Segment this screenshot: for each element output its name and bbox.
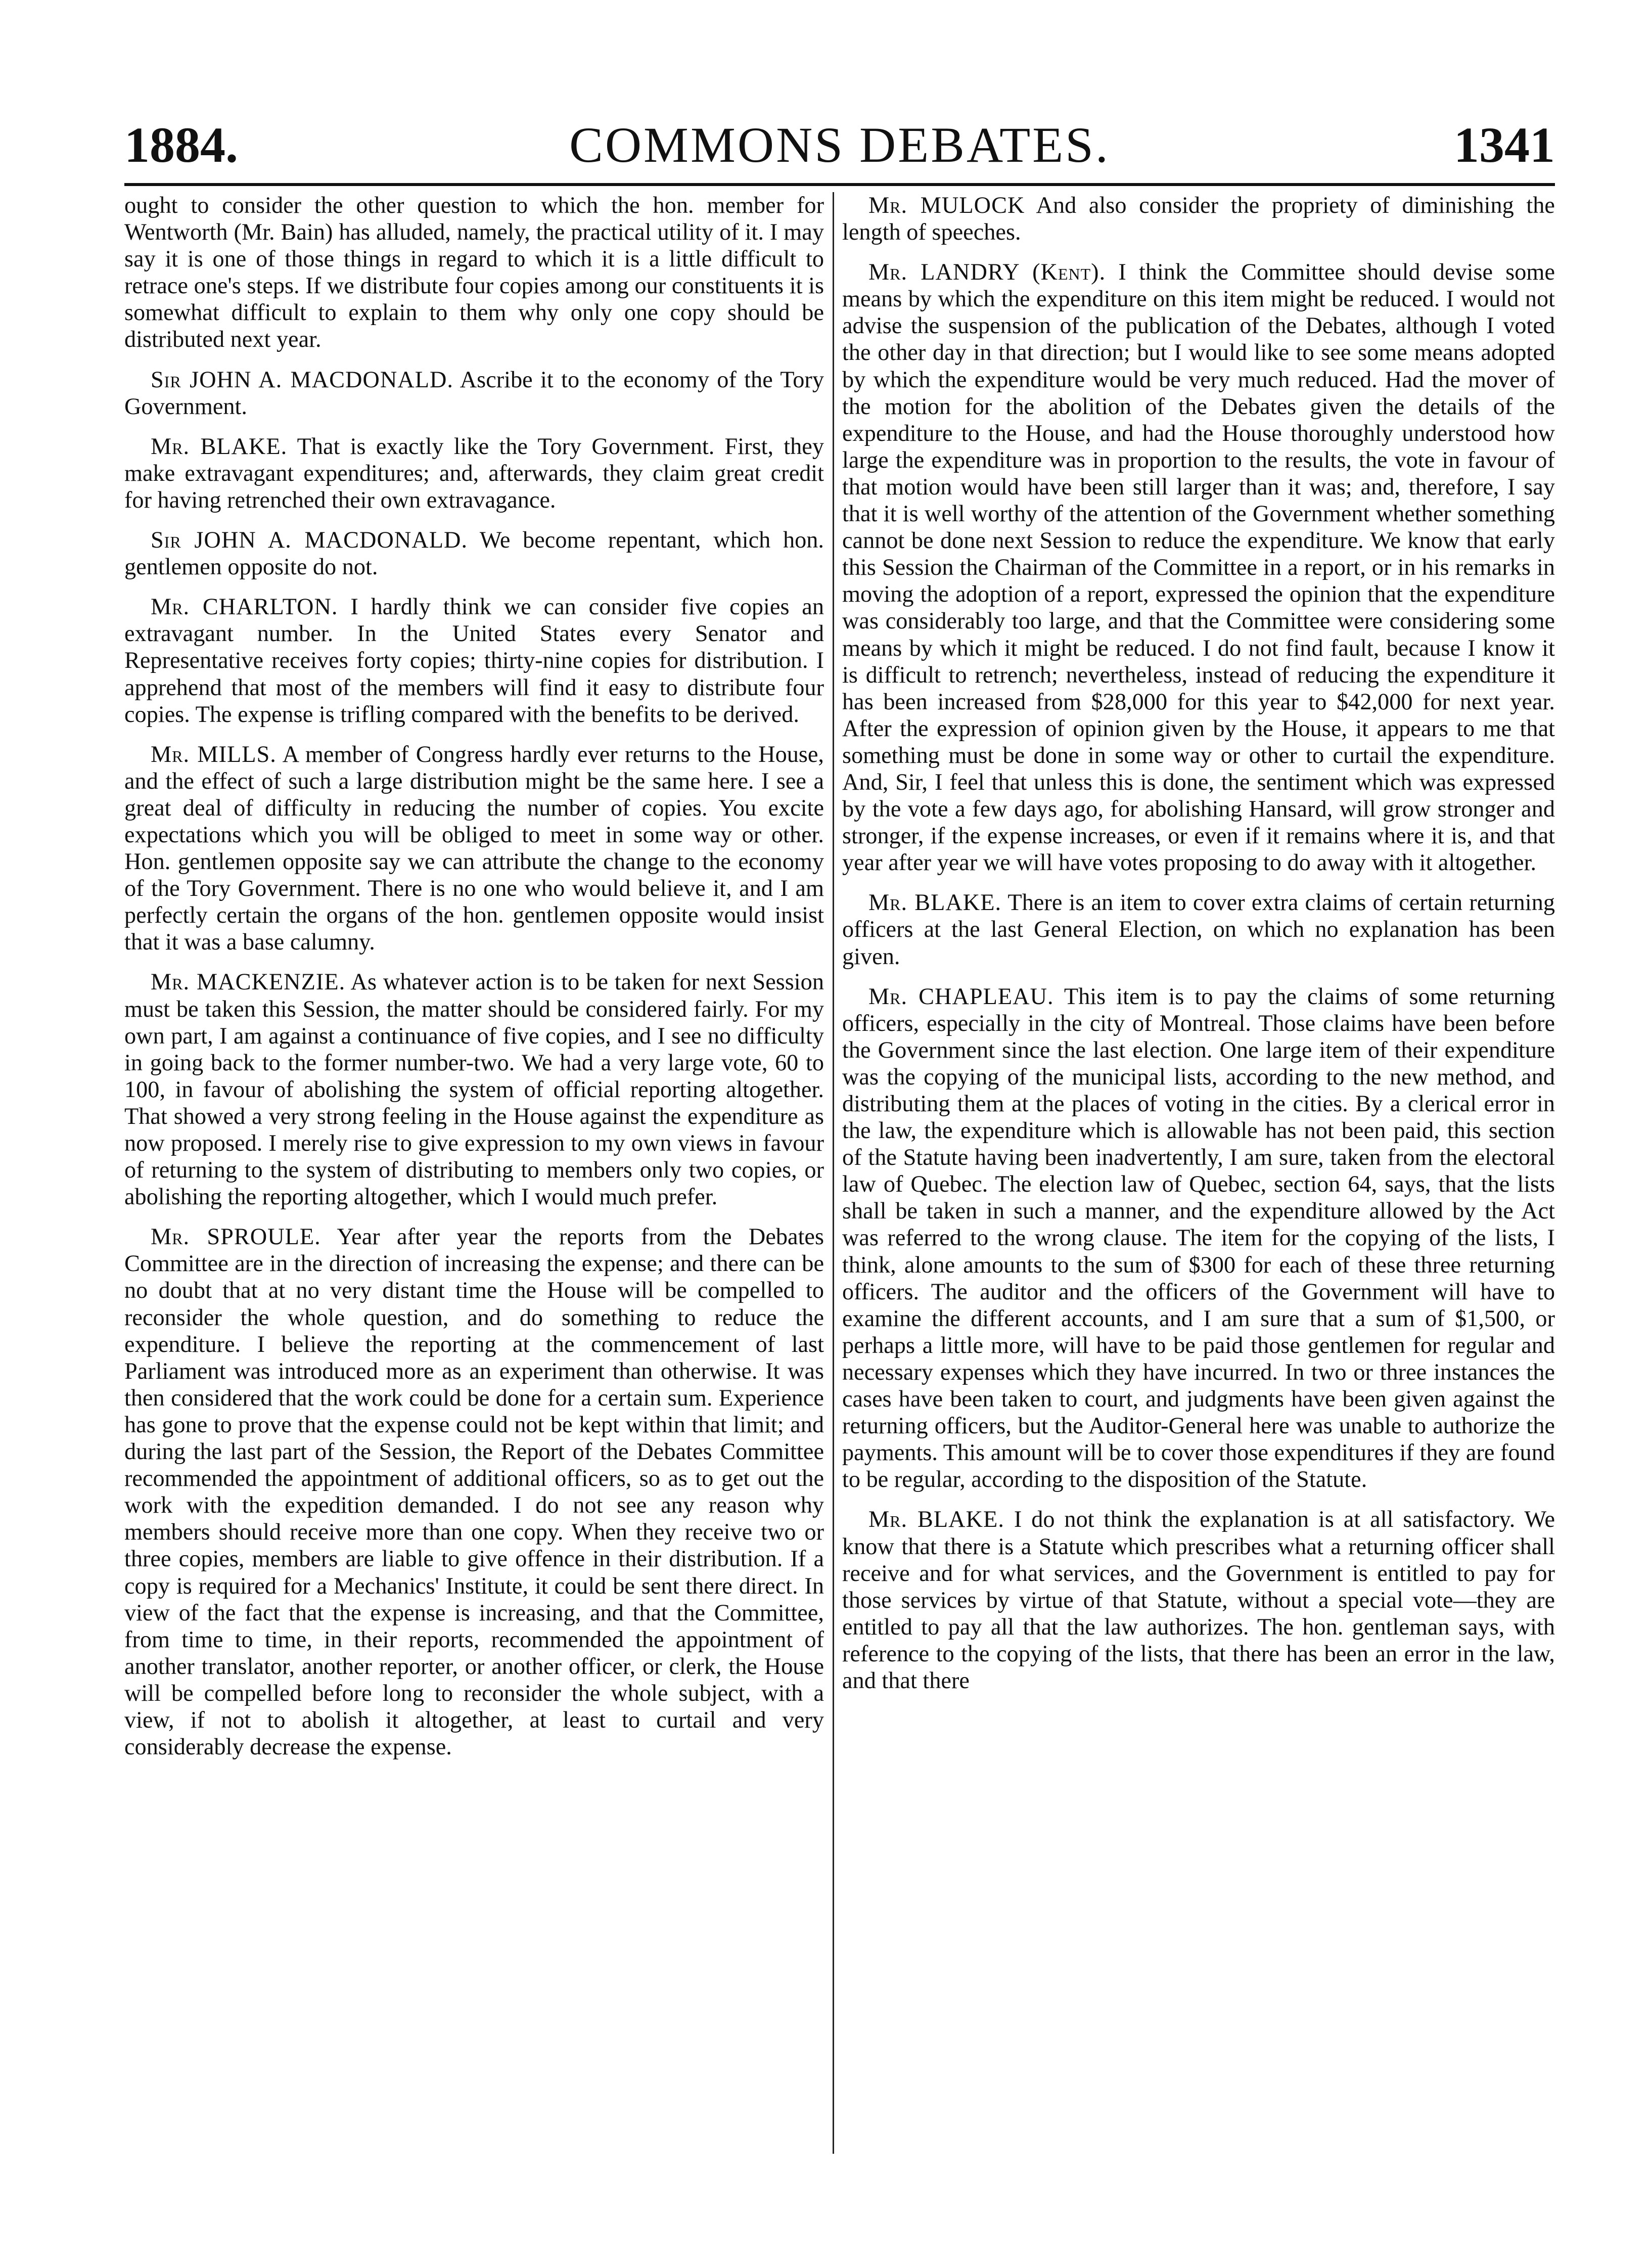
header-rule (124, 183, 1555, 186)
paragraph (124, 433, 824, 514)
paragraph (124, 192, 824, 353)
speaker-name: Mr. MILLS. (151, 741, 277, 767)
speaker-name: Mr. BLAKE. (868, 890, 1002, 916)
speaker-name: Sir JOHN A. MACDONALD. (151, 527, 468, 554)
paragraph-text: This item is to pay the claims of some returning officers, especially in the city of Montreal. Those claims have been before the Government since the last election. One large item of their expenditure was the copying of the municipal lists, according to the new method, and distributing them at the places of voting in the cities. By a clerical error in the law, the expenditure which is allowable has not been paid, this section of the Statute having been inadvertently, I am sure, taken from the electoral law of Quebec. The election law of Quebec, section 64, says, that the lists shall be taken in such a manner, and the expenditure allowed by the Act was referred to the wrong clause. The item for the copying of the lists, I think, alone amounts to the sum of $300 for each of these three returning officers. The auditor and the officers of the Government will have to examine the different accounts, and I am sure that a sum of $1,500, or perhaps a little more, will have to be paid those gentlemen for regular and necessary expenses which they have incurred. In two or three instances the cases have been taken to court, and judgments have been given against the returning officers, but the Auditor-General here was unable to authorize the payments. This amount will be to cover those expenditures if they are found to be regular, according to the disposition of the Statute. (842, 983, 1555, 1493)
paragraph (842, 983, 1555, 1493)
paragraph (124, 1223, 824, 1760)
paragraph (124, 527, 824, 580)
paragraph-text: Year after year the reports from the Debates Committee are in the direction of increasing the expense; and there can be no doubt that at no very distant time the House will be compelled to reconsider the whole question, and do something to reduce the expenditure. I believe the reporting at the commencement of last Parliament was introduced more as an experiment than otherwise. It was then considered that the work could be done for a certain sum. Experience has gone to prove that the expense could not be kept within that limit; and during the last part of the Session, the Report of the Debates Committee recommended the appointment of additional officers, so as to get out the work with the expedition demanded. I do not see any reason why members should receive more than one copy. When they receive two or three copies, members are liable to give offence in their distribution. If a copy is required for a Mechanics' Institute, it could be sent there direct. In view of the fact that the expense is increasing, and that the Committee, from time to time, in their reports, recommended the appointment of another translator, another reporter, or another officer, or clerk, the House will be compelled before long to reconsider the whole subject, with a view, if not to abolish it altogether, at least to curtail and very considerably decrease the expense. (124, 1224, 824, 1760)
paragraph-text: There is an item to cover extra claims of certain returning officers at the last General Election, on which no explanation has been given. (842, 890, 1555, 970)
speaker-name: Sir JOHN A. MACDONALD. (151, 367, 453, 393)
paragraph (842, 1506, 1555, 1694)
paragraph-text: I think the Committee should devise some means by which the expenditure on this item might be reduced. I would not advise the suspension of the publication of the Debates, although I voted the other day in that direction; but I would like to see some means adopted by which the expenditure would be very much reduced. Had the mover of the motion for the abolition of the Debates given the details of the expenditure to the House, and had the House thoroughly understood how large the expenditure was in proportion to the results, the vote in favour of that motion would have been still larger than it was; and, therefore, I say that it is well worthy of the attention of the Government whether something cannot be done next Session to reduce the expenditure. We know that early this Session the Chairman of the Committee in a report, or in his remarks in moving the adoption of a report, expressed the opinion that the expenditure was considerably too large, and that the Committee were considering some means by which it might be reduced. I do not find fault, because I know it is difficult to retrench; nevertheless, instead of reducing the expenditure it has been increased from $28,000 for this year to $42,000 for next year. After the expression of opinion given by the House, it appears to me that something must be done in some way or other to curtail the expenditure. And, Sir, I feel that unless this is done, the sentiment which was expressed by the vote a few days ago, for abolishing Hansard, will grow stronger and stronger, if the expense increases, or even if it remains where it is, and that year after year we will have votes proposing to do away with it altogether. (842, 259, 1555, 876)
paragraph (124, 969, 824, 1210)
paragraph-text: I do not think the explanation is at all satisfactory. We know that there is a Statute which prescribes what a returning officer shall receive and for what services, and the Government is entitled to pay for those services by virtue of that Statute, without a special vote—they are entitled to pay all that the law authorizes. The hon. gentleman says, with reference to the copying of the lists, that there has been an error in the law, and that there (842, 1507, 1555, 1694)
right-column (842, 192, 1555, 2154)
header-page-number: 1341 (1454, 117, 1555, 173)
page-header (124, 112, 1555, 178)
paragraph-text: A member of Congress hardly ever returns to the House, and the effect of such a large distribution might be the same here. I see a great deal of difficulty in reducing the number of copies. You excite expectations which you will be obliged to meet in some way or other. Hon. gentlemen opposite say we can attribute the change to the economy of the Tory Government. There is no one who would believe it, and I am perfectly certain the organs of the hon. gentlemen opposite would insist that it was a base calumny. (124, 741, 824, 956)
header-title: COMMONS DEBATES. (569, 117, 1110, 173)
paragraph-text: Ascribe it to the economy of the Tory Government. (124, 367, 824, 420)
header-year: 1884. (124, 117, 238, 173)
left-column (124, 192, 824, 2154)
paragraph (842, 889, 1555, 970)
paragraph-text: I hardly think we can consider five copies an extravagant number. In the United States every Senator and Representative receives forty copies; thirty-nine copies for distribution. I apprehend that most of the members will find it easy to distribute four copies. The expense is trifling compared with the benefits to be derived. (124, 594, 824, 728)
speaker-name: Mr. MULOCK (868, 193, 1025, 218)
speaker-name: Mr. CHAPLEAU. (868, 983, 1054, 1010)
paragraph (842, 192, 1555, 246)
speaker-name: Mr. MACKENZIE. (151, 969, 346, 995)
paragraph-text: That is exactly like the Tory Government. First, they make extravagant expenditures; and, afterwards, they claim great credit for having retrenched their own extravagance. (124, 433, 824, 513)
paragraph (124, 367, 824, 420)
paragraph-text: We become repentant, which hon. gentlemen opposite do not. (124, 527, 824, 580)
speaker-name: Mr. CHARLTON. (151, 594, 338, 620)
speaker-name: Mr. LANDRY (Kent). (868, 259, 1106, 286)
speaker-name: Mr. SPROULE. (151, 1224, 321, 1250)
paragraph-text: And also consider the propriety of diminishing the length of speeches. (842, 193, 1555, 246)
paragraph (124, 594, 824, 728)
paragraph (124, 741, 824, 956)
column-divider (833, 192, 834, 2154)
paragraph-text: ought to consider the other question to which the hon. member for Wentworth (Mr. Bain) has alluded, namely, the practical utility of it. I may say it is one of those things in regard to which it is a little difficult to retrace one's steps. If we distribute four copies among our constituents it is somewhat difficult to explain to them why only one copy should be distributed next year. (124, 193, 824, 353)
speaker-name: Mr. BLAKE. (151, 433, 288, 460)
paragraph-text: As whatever action is to be taken for next Session must be taken this Session, the matter should be considered fairly. For my own part, I am against a continuance of five copies, and I see no difficulty in going back to the former number-two. We had a very large vote, 60 to 100, in favour of abolishing the system of official reporting altogether. That showed a very strong feeling in the House against the expenditure as now proposed. I merely rise to give expression to my own views in favour of returning to the system of distributing to members only two copies, or abolishing the reporting altogether, which I would much prefer. (124, 969, 824, 1210)
paragraph (842, 259, 1555, 876)
speaker-name: Mr. BLAKE. (868, 1507, 1004, 1533)
